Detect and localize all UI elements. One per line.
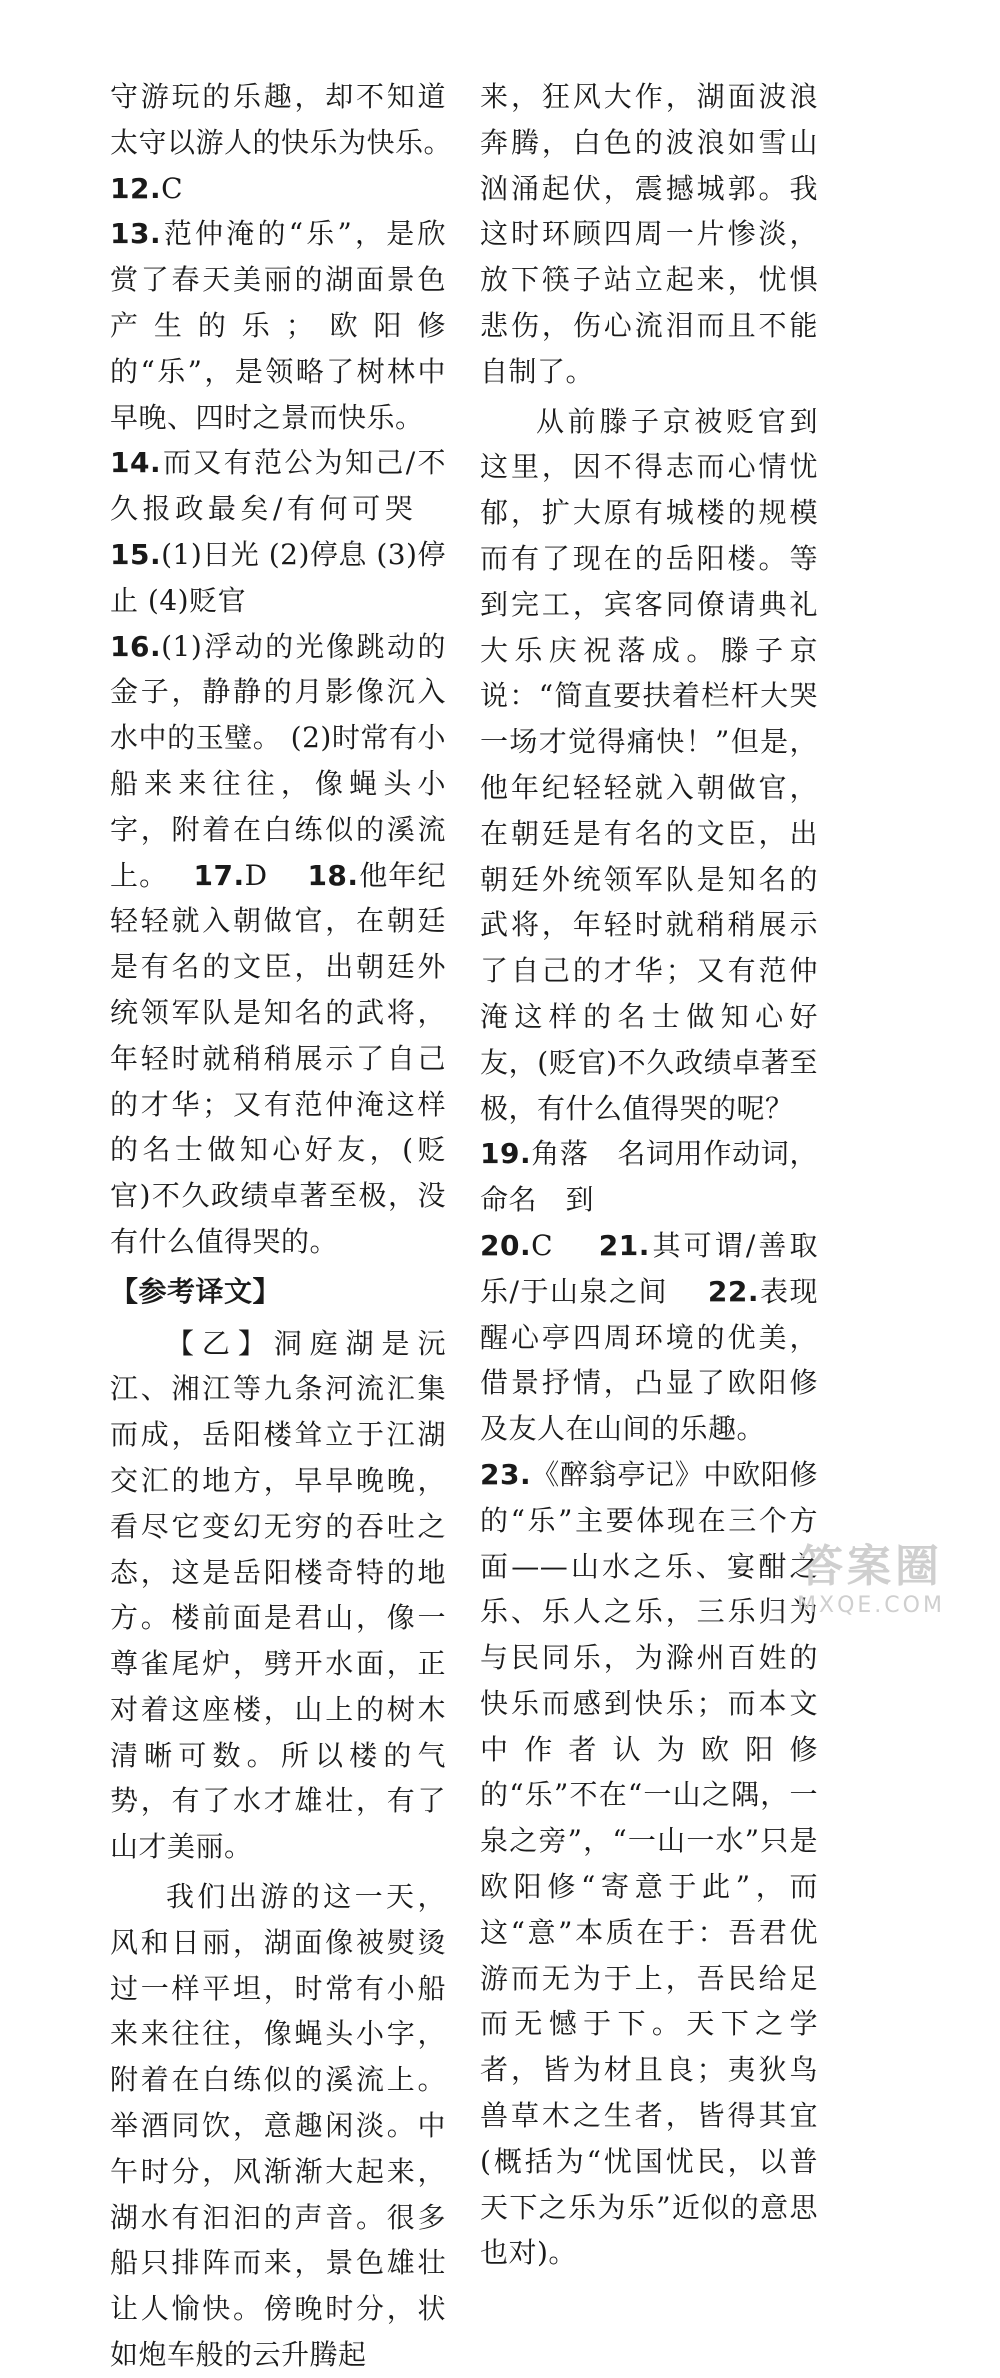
answer-20: C (531, 1228, 554, 1262)
answer-16-18 (110, 624, 446, 1265)
answer-number-17: 17. (193, 858, 245, 892)
answer-22: 表现醒心亭四周环境的优美，借景抒情，凸显了欧阳修及友人在山间的乐趣。 (480, 1274, 818, 1446)
answer-23: 23.《醉翁亭记》中欧阳修的“乐”主要体现在三个方面——山水之乐、宴酣之乐、乐人之乐，三乐归为与民同乐，为滁州百姓的快乐而感到快乐；而本文中作者认为欧阳修的“乐”不在“一山之隅，一泉之旁”，“一山一水”只是欧阳修“寄意于此”，而这“意”本质在于：吾君优游而无为于上，吾民给足而无憾于下。天下之学者，皆为材且良；夷狄鸟兽草木之生者，皆得其宜(概括为“忧国忧民，以普天下之乐为乐”近似的意思也对)。 (480, 1457, 818, 2270)
answer-number-13: 13. (110, 217, 162, 251)
answer-number-18: 18. (307, 858, 359, 892)
answer-13: 13.范仲淹的“乐”，是欣赏了春天美丽的湖面景色产生的乐；欧阳修的“乐”，是领略了树林中早晚、四时之景而快乐。 (110, 217, 446, 434)
translation-paragraph-3: 从前滕子京被贬官到这里，因不得志而心情忧郁，扩大原有城楼的规模而有了现在的岳阳楼。等到完工，宾客同僚请典礼大乐庆祝落成。滕子京说：“简直要扶着栏杆大哭一场才觉得痛快！”但是，他年纪轻轻就入朝做官，在朝廷是有名的文臣，出朝廷外统领军队是知名的武将，年轻时就稍稍展示了自己的才华；又有范仲淹这样的名士做知心好友，(贬官)不久政绩卓著至极，有什么值得哭的呢？ (480, 404, 818, 1125)
translation-paragraph-1: 【乙】洞庭湖是沅江、湘江等九条河流汇集而成，岳阳楼耸立于江湖交汇的地方，早早晚晚，看尽它变幻无穷的吞吐之态，这是岳阳楼奇特的地方。楼前面是君山，像一尊雀尾炉，劈开水面，正对着这座楼，山上的树木清晰可数。所以楼的气势，有了水才雄壮，有了山才美丽。 (110, 1326, 446, 1864)
reference-translation-heading: 【参考译文】 (110, 1274, 282, 1308)
answer-number-23: 23. (480, 1457, 532, 1491)
answer-number-20: 20. (480, 1228, 532, 1262)
translation-paragraph-2: 我们出游的这一天，风和日丽，湖面像被熨烫过一样平坦，时常有小船来来往往，像蝇头小字，附着在白练似的溪流上。举酒同饮，意趣闲淡。中午时分，风渐渐大起来，湖水有汩汩的声音。很多船只排阵而来，景色雄壮让人愉快。傍晚时分，状如炮车般的云升腾起 (110, 1880, 446, 2372)
answer-20-22 (480, 1223, 818, 1452)
right-column (480, 74, 818, 2276)
answer-18: 他年纪轻轻就入朝做官，在朝廷是有名的文臣，出朝廷外统领军队是知名的武将，年轻时就稍稍展示了自己的才华；又有范仲淹这样的名士做知心好友，(贬官)不久政绩卓著至极，没有什么值得哭的。 (110, 858, 446, 1258)
answer-12: C (161, 171, 184, 205)
answer-number-15: 15. (110, 537, 162, 571)
watermark-url: MXQE.COM (797, 1593, 945, 1618)
answer-number-22: 22. (707, 1274, 759, 1308)
watermark-logo-text: 答案圈 (799, 1541, 943, 1592)
answer-number-21: 21. (598, 1228, 650, 1262)
answer-continuation: 守游玩的乐趣，却不知道太守以游人的快乐为快乐。 12.C (110, 80, 446, 205)
answer-14: 而又有范公为知己/不久报政最矣/有何可哭 (110, 446, 446, 526)
left-column (110, 74, 446, 2378)
answer-number-12: 12. (110, 171, 162, 205)
translation-paragraph-2-continued: 来，狂风大作，湖面波浪奔腾，白色的波浪如雪山汹涌起伏，震撼城郭。我这时环顾四周一片惨淡，放下筷子站立起来，忧惧悲伤，伤心流泪而且不能自制了。 (480, 80, 818, 388)
answer-15: (1)日光 (2)停息 (3)停止 (4)贬官 (110, 537, 446, 617)
answer-17: D (244, 858, 268, 892)
answer-21: 其可谓/善取乐/于山泉之间 (480, 1228, 818, 1308)
answer-19: 19.角落 名词用作动词，命名 到 (480, 1137, 818, 1217)
site-watermark (766, 1541, 976, 1621)
answer-number-16: 16. (110, 629, 162, 663)
answer-number-14: 14. (110, 446, 162, 480)
answer-16: (1)浮动的光像跳动的金子，静静的月影像沉入水中的玉璧。 (2)时常有小船来来往往，像蝇头小字，附着在白练似的溪流上。 (110, 629, 446, 892)
answer-14-15 (110, 440, 446, 623)
answer-number-19: 19. (480, 1137, 532, 1171)
